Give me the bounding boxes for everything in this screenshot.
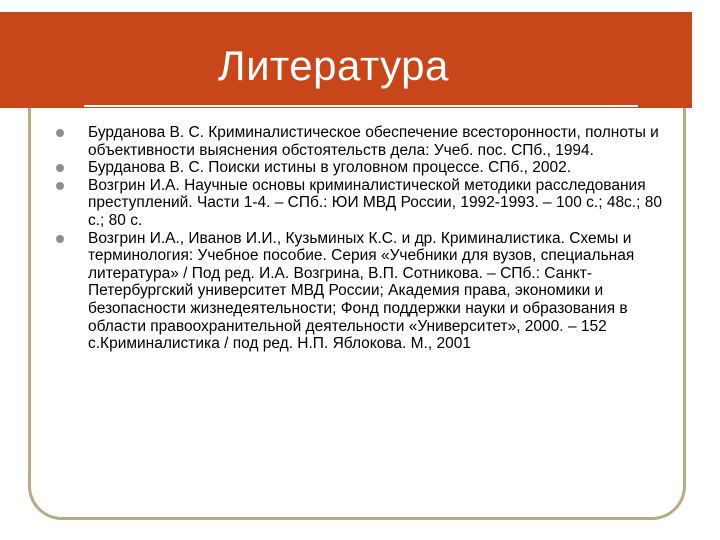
list-item — [54, 124, 674, 159]
bullet-dot-icon — [56, 129, 64, 137]
list-item — [54, 177, 674, 230]
list-item-text: Бурданова В. С. Криминалистическое обеспечение всесторонности, полноты и объективности выяснения обстоятельств дела: Учеб. пос. СПб., 1994. — [88, 124, 659, 159]
bullet-dot-icon — [56, 235, 64, 243]
slide-title: Литература — [218, 42, 449, 89]
bullet-dot-icon — [56, 182, 64, 190]
list-item-text: Возгрин И.А., Иванов И.И., Кузьминых К.С. и др. Криминалистика. Схемы и терминология: Учебное пособие. Серия «Учебники для вузов, специальная литература» / Под ред. И.А. Возгрина, В.П. Сотникова. – СПб.: Санкт- Петербургский университет МВД России; Академия права, экономики и безопасности жизнедеятельности; Фонд поддержки науки и образования в области правоохранительной деятельности «Университет», 2000. – 152 с.Криминалистика / под ред. Н.П. Яблокова. М., 2001 — [88, 229, 635, 353]
title-bar — [0, 12, 692, 108]
list-item-text: Возгрин И.А. Научные основы криминалистической методики расследования преступлений. Части 1-4. – СПб.: ЮИ МВД России, 1992-1993. – 100 с.; 48с.; 80 с.; 80 с. — [88, 176, 662, 229]
bullet-dot-icon — [56, 164, 64, 172]
title-divider — [84, 105, 638, 107]
list-item — [54, 230, 674, 353]
list-item-text: Бурданова В. С. Поиски истины в уголовном процессе. СПб., 2002. — [88, 159, 572, 177]
list-item — [54, 159, 674, 177]
bibliography-list — [54, 124, 674, 353]
